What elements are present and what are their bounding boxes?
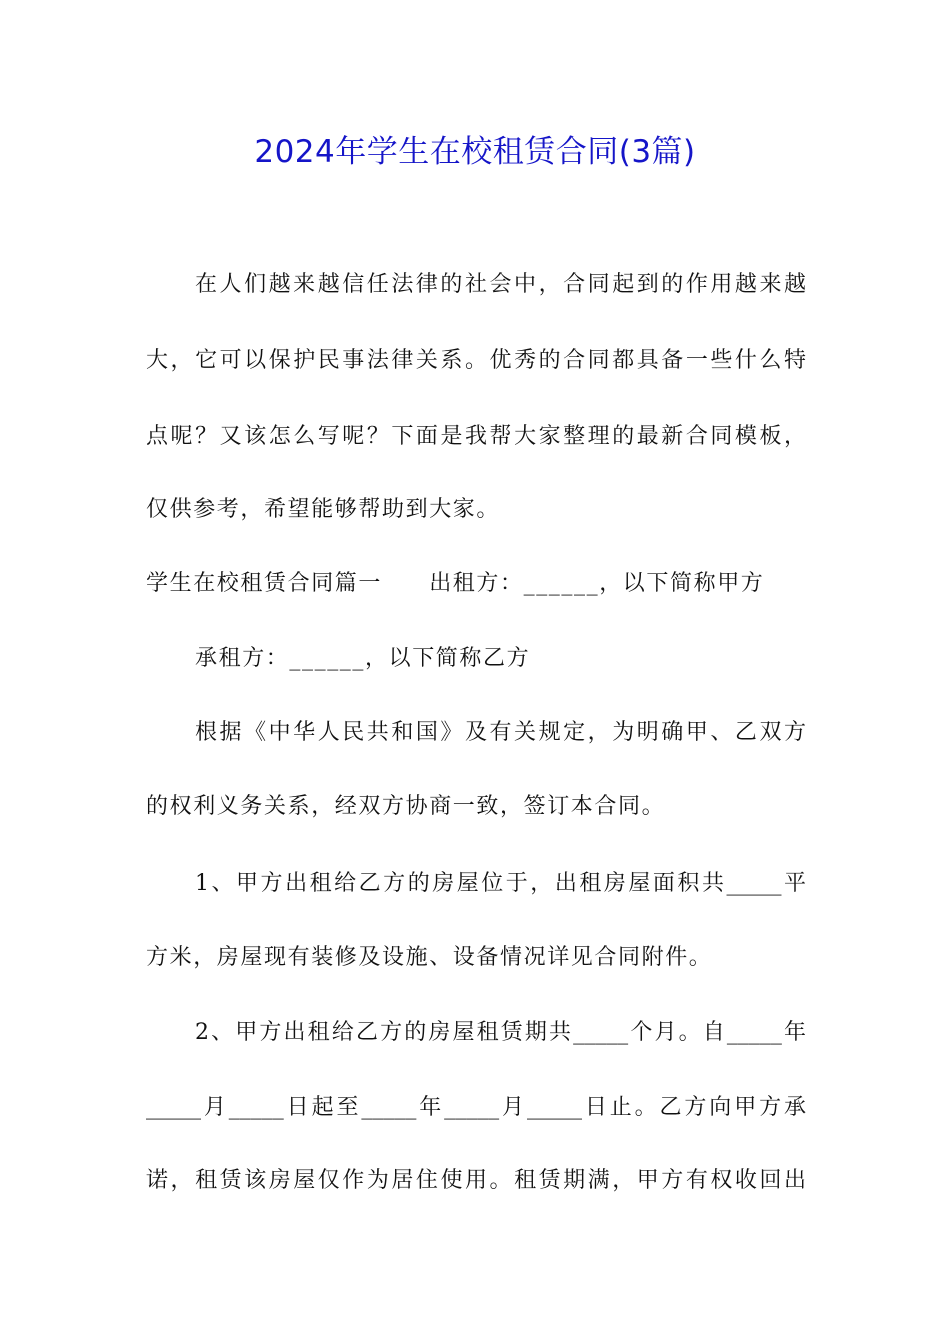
- clause-line: _____月_____日起至_____年_____月_____日止。乙方向甲方承: [146, 1095, 806, 1120]
- clause-line: 方米，房屋现有装修及设施、设备情况详见合同附件。: [146, 945, 713, 970]
- paragraph-line: 仅供参考，希望能够帮助到大家。: [146, 497, 501, 522]
- document-title: 2024年学生在校租赁合同(3篇): [254, 134, 696, 170]
- paragraph-line: 大，它可以保护民事法律关系。优秀的合同都具备一些什么特: [146, 348, 806, 373]
- paragraph-line: 在人们越来越信任法律的社会中，合同起到的作用越来越: [195, 272, 806, 297]
- paragraph-line: 根据《中华人民共和国》及有关规定，为明确甲、乙双方: [195, 720, 806, 745]
- paragraph-line: 的权利义务关系，经双方协商一致，签订本合同。: [146, 794, 666, 819]
- clause-line: 2、甲方出租给乙方的房屋租赁期共_____个月。自_____年: [195, 1020, 806, 1045]
- clause-line: 1、甲方出租给乙方的房屋位于，出租房屋面积共_____平: [195, 871, 806, 896]
- section-heading-line: 学生在校租赁合同篇一 出租方：______，以下简称甲方: [146, 571, 765, 596]
- clause-line: 诺，租赁该房屋仅作为居住使用。租赁期满，甲方有权收回出: [146, 1168, 806, 1193]
- paragraph-line: 承租方：______，以下简称乙方: [195, 646, 531, 671]
- paragraph-line: 点呢？又该怎么写呢？下面是我帮大家整理的最新合同模板，: [146, 424, 806, 449]
